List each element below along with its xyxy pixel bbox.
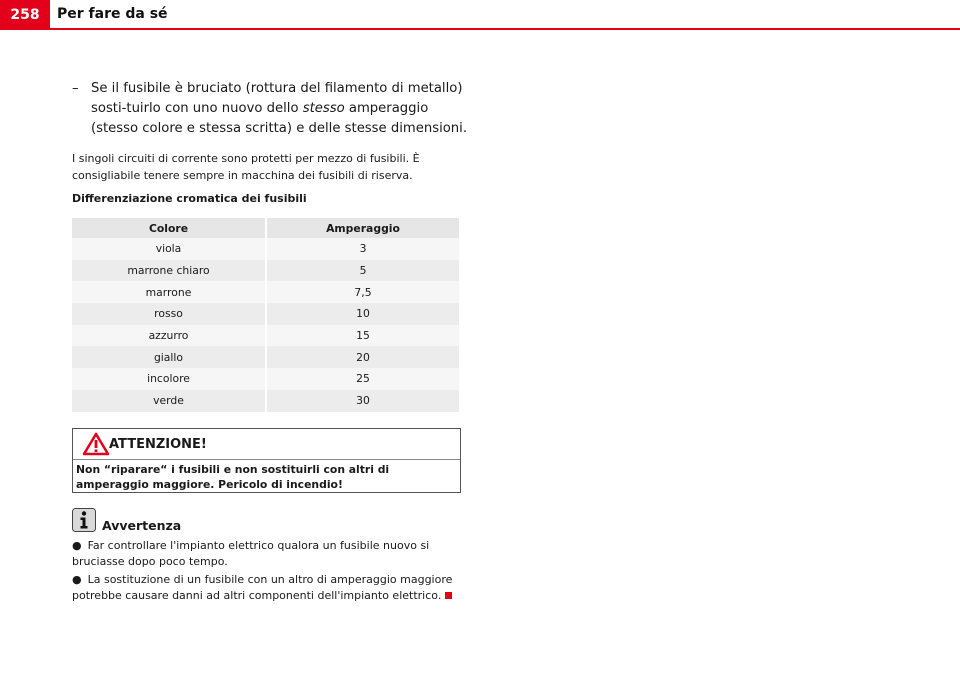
instruction-item [72, 79, 472, 139]
bullet-text: Far controllare l'impianto elettrico qualora un fusibile nuovo si bruciasse dopo poco tempo. [72, 539, 430, 568]
note-bullet [72, 572, 467, 603]
dash-marker: – [72, 81, 79, 96]
table-title: Differenziazione cromatica dei fusibili [72, 192, 307, 205]
amperage-cell: 7,5 [266, 281, 460, 303]
color-cell: viola [72, 238, 266, 260]
table-row [72, 281, 460, 303]
instruction-emphasis: stesso [302, 101, 345, 116]
instruction-text-after: amperaggio (stesso colore e stessa scritta) e delle stesse dimensioni. [91, 101, 468, 136]
table-row [72, 238, 460, 260]
warning-text: Non “riparare“ i fusibili e non sostituirli con altri di amperaggio maggiore. Pericolo di incendio! [76, 463, 390, 491]
color-cell: azzurro [72, 325, 266, 347]
warning-header [73, 429, 460, 460]
amperage-cell: 5 [266, 260, 460, 282]
instruction-text [72, 79, 472, 139]
color-cell: verde [72, 390, 266, 412]
warning-title: ATTENZIONE! [109, 437, 207, 452]
color-cell: marrone [72, 281, 266, 303]
table-row [72, 368, 460, 390]
fuse-color-table [72, 218, 461, 412]
info-note-icon [72, 508, 96, 532]
color-cell: rosso [72, 303, 266, 325]
instruction-text-before: Se il fusibile è bruciato (rottura del filamento di metallo) sosti-tuirlo con uno nuovo dello [91, 81, 463, 116]
page-number: 258 [0, 0, 50, 30]
amperage-cell: 10 [266, 303, 460, 325]
table-row [72, 325, 460, 347]
column-header-amperage: Amperaggio [266, 218, 460, 238]
warning-triangle-icon [82, 432, 110, 456]
note-bullet [72, 538, 467, 569]
header-rule [0, 28, 960, 30]
table-header-row [72, 218, 460, 238]
table-row [72, 260, 460, 282]
bullet-text: La sostituzione di un fusibile con un altro di amperaggio maggiore potrebbe causare danni ad altri componenti dell'impianto elettrico. [72, 573, 453, 602]
column-header-color: Colore [72, 218, 266, 238]
page-header [0, 0, 960, 30]
intro-paragraph: I singoli circuiti di corrente sono protetti per mezzo di fusibili. È consigliabile tenere sempre in macchina dei fusibili di riserva. [72, 152, 420, 182]
note-title: Avvertenza [102, 518, 182, 533]
amperage-cell: 30 [266, 390, 460, 412]
chapter-title: Per fare da sé [57, 6, 168, 22]
amperage-cell: 25 [266, 368, 460, 390]
color-cell: marrone chiaro [72, 260, 266, 282]
section-end-mark [445, 592, 452, 599]
amperage-cell: 20 [266, 346, 460, 368]
table-row [72, 303, 460, 325]
color-cell: incolore [72, 368, 266, 390]
amperage-cell: 3 [266, 238, 460, 260]
amperage-cell: 15 [266, 325, 460, 347]
table-row [72, 390, 460, 412]
color-cell: giallo [72, 346, 266, 368]
bullet-marker: ● [72, 539, 82, 552]
table-row [72, 346, 460, 368]
bullet-marker: ● [72, 573, 82, 586]
warning-box [72, 428, 461, 493]
